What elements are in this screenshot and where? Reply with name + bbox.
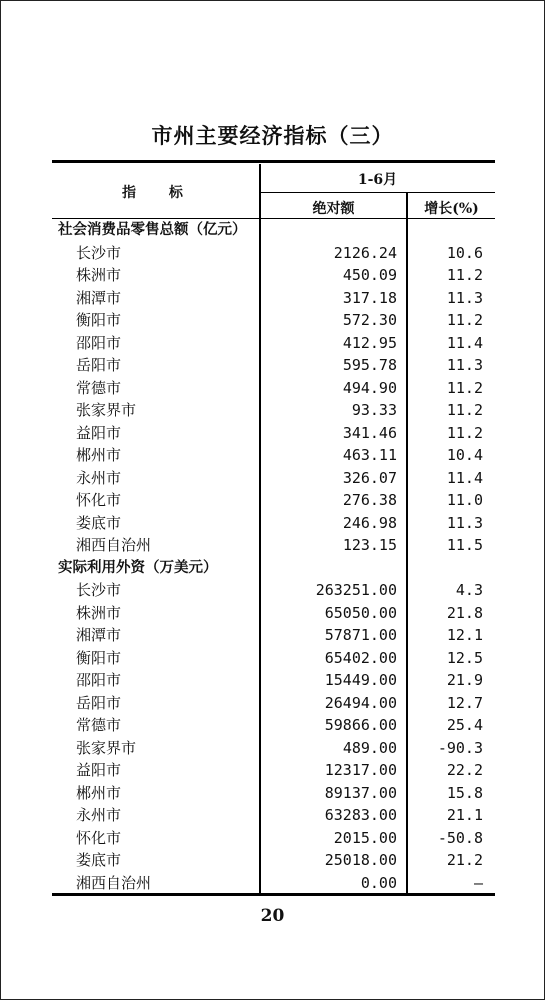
absolute-value: 65402.00 xyxy=(324,648,397,667)
absolute-value: 572.30 xyxy=(342,311,397,329)
growth-value: 10.6 xyxy=(446,243,483,262)
table-row xyxy=(52,377,495,400)
table-row xyxy=(52,422,495,445)
growth-value: 15.8 xyxy=(446,783,483,802)
absolute-value: 63283.00 xyxy=(324,806,397,824)
growth-value: 21.8 xyxy=(446,603,483,622)
growth-value: 11.2 xyxy=(446,311,483,329)
city-name: 永州市 xyxy=(76,806,122,824)
growth-value: 25.4 xyxy=(446,716,483,734)
city-name: 岳阳市 xyxy=(76,356,122,374)
page-number: 20 xyxy=(260,906,285,926)
city-name: 邵阳市 xyxy=(76,333,122,352)
table-row xyxy=(52,714,495,737)
growth-value: 11.3 xyxy=(446,513,483,532)
growth-value: 11.3 xyxy=(446,288,483,307)
growth-value: 11.2 xyxy=(446,423,483,442)
absolute-value: 489.00 xyxy=(342,738,397,757)
city-name: 湘西自治州 xyxy=(76,536,152,554)
absolute-value: 246.98 xyxy=(342,513,397,532)
city-name: 怀化市 xyxy=(76,828,122,847)
table-row xyxy=(52,399,495,422)
table-row xyxy=(52,444,495,467)
absolute-value: 595.78 xyxy=(342,356,397,374)
growth-value: 11.0 xyxy=(446,491,483,509)
absolute-value: 341.46 xyxy=(342,423,397,442)
table-row xyxy=(52,534,495,557)
growth-value: 4.3 xyxy=(455,581,483,599)
absolute-value: 25018.00 xyxy=(324,851,397,869)
growth-value: 22.2 xyxy=(446,761,483,779)
city-name: 怀化市 xyxy=(76,491,122,509)
table-row xyxy=(52,242,495,265)
header-absolute: 绝对额 xyxy=(312,201,355,217)
absolute-value: 89137.00 xyxy=(324,783,397,802)
table-row xyxy=(52,872,495,895)
table-row xyxy=(52,354,495,377)
table-row xyxy=(52,692,495,715)
absolute-value: 65050.00 xyxy=(324,603,397,622)
table-row xyxy=(52,849,495,872)
absolute-value: 123.15 xyxy=(342,536,397,554)
city-name: 郴州市 xyxy=(76,446,122,464)
city-name: 郴州市 xyxy=(76,783,122,802)
growth-value: 12.7 xyxy=(446,693,483,712)
table-row xyxy=(52,737,495,760)
table-row xyxy=(52,512,495,535)
absolute-value: 0.00 xyxy=(360,873,397,892)
absolute-value: 26494.00 xyxy=(324,693,397,712)
growth-value: 21.2 xyxy=(446,851,483,869)
table-row xyxy=(52,264,495,287)
table-row xyxy=(52,669,495,692)
city-name: 张家界市 xyxy=(76,401,137,419)
growth-value: 21.9 xyxy=(446,671,483,689)
city-name: 株洲市 xyxy=(76,603,122,622)
table-row xyxy=(52,579,495,602)
absolute-value: 494.90 xyxy=(342,378,397,397)
growth-value: 12.1 xyxy=(446,626,483,644)
absolute-value: 412.95 xyxy=(342,333,397,352)
city-name: 衡阳市 xyxy=(76,648,122,667)
absolute-value: 57871.00 xyxy=(324,626,397,644)
growth-value: 12.5 xyxy=(446,648,483,667)
table-row xyxy=(52,332,495,355)
city-name: 衡阳市 xyxy=(76,311,122,329)
table-row xyxy=(52,287,495,310)
growth-value: 11.2 xyxy=(446,266,483,284)
section-label: 社会消费品零售总额（亿元） xyxy=(58,222,247,238)
table-row xyxy=(52,602,495,625)
absolute-value: 276.38 xyxy=(342,491,397,509)
header-mid-rule xyxy=(260,192,495,193)
growth-value: -50.8 xyxy=(437,828,483,847)
city-name: 常德市 xyxy=(76,378,122,397)
growth-value: 11.2 xyxy=(446,401,483,419)
table-top-rule xyxy=(52,160,495,163)
growth-value: — xyxy=(473,873,483,892)
absolute-value: 463.11 xyxy=(342,446,397,464)
city-name: 娄底市 xyxy=(76,513,122,532)
city-name: 湘潭市 xyxy=(76,288,122,307)
absolute-value: 93.33 xyxy=(351,401,397,419)
table-row xyxy=(52,782,495,805)
growth-value: 11.4 xyxy=(446,333,483,352)
table-row xyxy=(52,759,495,782)
city-name: 邵阳市 xyxy=(76,671,122,689)
table-row xyxy=(52,489,495,512)
table-row xyxy=(52,804,495,827)
city-name: 长沙市 xyxy=(76,581,122,599)
indicator-table xyxy=(52,160,495,898)
city-name: 常德市 xyxy=(76,716,122,734)
growth-value: 11.5 xyxy=(446,536,483,554)
table-row xyxy=(52,309,495,332)
absolute-value: 2015.00 xyxy=(333,828,397,847)
growth-value: 11.4 xyxy=(446,468,483,487)
table-row xyxy=(52,647,495,670)
header-growth: 增长(%) xyxy=(424,201,479,217)
absolute-value: 317.18 xyxy=(342,288,397,307)
absolute-value: 15449.00 xyxy=(324,671,397,689)
absolute-value: 59866.00 xyxy=(324,716,397,734)
growth-value: 10.4 xyxy=(446,446,483,464)
growth-value: 21.1 xyxy=(446,806,483,824)
city-name: 长沙市 xyxy=(76,243,122,262)
table-row xyxy=(52,467,495,490)
table-row xyxy=(52,624,495,647)
page-title: 市州主要经济指标（三） xyxy=(151,123,394,148)
absolute-value: 263251.00 xyxy=(315,581,397,599)
table-row xyxy=(52,827,495,850)
city-name: 娄底市 xyxy=(76,851,122,869)
absolute-value: 12317.00 xyxy=(324,761,397,779)
city-name: 益阳市 xyxy=(76,761,122,779)
header-period: 1-6月 xyxy=(357,172,398,188)
section-label: 实际利用外资（万美元） xyxy=(58,559,218,576)
city-name: 益阳市 xyxy=(76,423,122,442)
growth-value: 11.3 xyxy=(446,356,483,374)
city-name: 永州市 xyxy=(76,468,122,487)
absolute-value: 326.07 xyxy=(342,468,397,487)
city-name: 岳阳市 xyxy=(76,693,122,712)
growth-value: 11.2 xyxy=(446,378,483,397)
city-name: 株洲市 xyxy=(76,266,122,284)
city-name: 湘西自治州 xyxy=(76,873,152,892)
header-indicator: 指 标 xyxy=(122,185,197,201)
city-name: 张家界市 xyxy=(76,738,137,757)
city-name: 湘潭市 xyxy=(76,626,122,644)
absolute-value: 2126.24 xyxy=(333,243,397,262)
absolute-value: 450.09 xyxy=(342,266,397,284)
growth-value: -90.3 xyxy=(437,738,483,757)
